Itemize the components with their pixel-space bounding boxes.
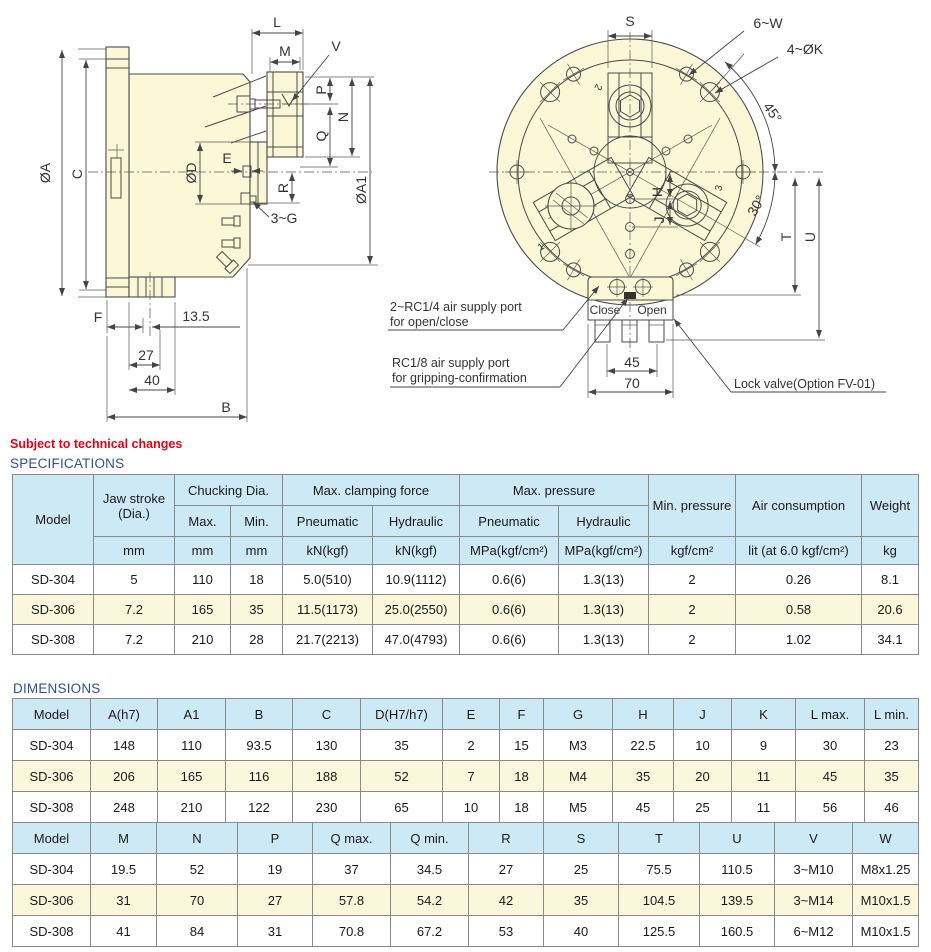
table-cell: 31 [238, 916, 313, 947]
dim-label-45: 45 [624, 354, 640, 370]
column-header: J [674, 699, 732, 730]
jaw-number-3: 3 [713, 184, 726, 193]
table-cell: 37 [313, 854, 391, 885]
table-cell: 1.3(13) [559, 565, 649, 595]
valve-block [588, 277, 673, 342]
table-cell: SD-306 [13, 761, 91, 792]
table-cell: 93.5 [226, 730, 293, 761]
dim-label-Q: Q [313, 130, 329, 142]
jaw-number-1: 1 [535, 241, 547, 254]
table-cell: 1.02 [736, 625, 862, 655]
unit-cell: mm [231, 537, 283, 565]
table-cell: 3~M14 [775, 885, 853, 916]
col-header-max: Max. [175, 506, 231, 537]
table-cell: 104.5 [619, 885, 700, 916]
table-cell: 206 [91, 761, 158, 792]
unit-cell: mm [94, 537, 175, 565]
table-cell: 22.5 [613, 730, 674, 761]
table-cell: 1.3(13) [559, 625, 649, 655]
dim-label-13-5: 13.5 [182, 308, 210, 324]
column-header: W [853, 823, 919, 854]
table-cell: 0.6(6) [460, 625, 559, 655]
table-cell: 19 [238, 854, 313, 885]
table-cell: 18 [231, 565, 283, 595]
table-cell: 20.6 [862, 595, 919, 625]
table-cell: 165 [158, 761, 226, 792]
column-header: C [293, 699, 361, 730]
dim-label-A1: ØA1 [353, 175, 369, 205]
column-header: D(H7/h7) [361, 699, 443, 730]
table-cell: 248 [91, 792, 158, 823]
table-cell: 0.6(6) [460, 565, 559, 595]
col-header-model: Model [13, 475, 94, 565]
table-cell: 2 [649, 565, 736, 595]
col-header-air-consumption: Air consumption [736, 475, 862, 537]
table-cell: 110 [158, 730, 226, 761]
table-cell: 52 [157, 854, 238, 885]
column-header: U [700, 823, 775, 854]
table-cell: 110.5 [700, 854, 775, 885]
column-header: N [157, 823, 238, 854]
table-cell: 0.26 [736, 565, 862, 595]
unit-cell: mm [175, 537, 231, 565]
column-header: H [613, 699, 674, 730]
table-cell: 52 [361, 761, 443, 792]
table-cell: M3 [544, 730, 613, 761]
table-cell: 165 [175, 595, 231, 625]
table-cell: 54.2 [391, 885, 469, 916]
table-cell: 8.1 [862, 565, 919, 595]
table-cell: 9 [732, 730, 796, 761]
table-row [13, 625, 919, 655]
dim-label-3G: 3~G [270, 210, 298, 226]
dim-label-A: ØA [37, 162, 53, 184]
dim2-header-row [13, 823, 919, 854]
dim-label-U: U [802, 231, 818, 243]
column-header: S [544, 823, 619, 854]
table-cell: 35 [544, 885, 619, 916]
column-header: F [500, 699, 544, 730]
dim-label-J: J [651, 216, 667, 224]
table-cell: SD-304 [13, 730, 91, 761]
dim-label-40: 40 [144, 372, 160, 388]
air-port-callout-1 [388, 286, 599, 330]
dimensions-table-2 [12, 822, 919, 947]
table-cell: 2 [443, 730, 500, 761]
table-row [13, 565, 919, 595]
dim-label-V: V [331, 38, 341, 54]
col-header-hydraulic: Hydraulic [559, 506, 649, 537]
table-row [13, 916, 919, 947]
table-cell: 40 [544, 916, 619, 947]
table-cell: 6~M12 [775, 916, 853, 947]
table-cell: 15 [500, 730, 544, 761]
side-view-drawing [37, 14, 378, 422]
table-cell: 188 [293, 761, 361, 792]
table-cell: 25.0(2550) [373, 595, 460, 625]
table-cell: 70.8 [313, 916, 391, 947]
table-cell: 25 [674, 792, 732, 823]
table-cell: 10 [674, 730, 732, 761]
table-cell: 148 [91, 730, 158, 761]
table-cell: SD-308 [13, 792, 91, 823]
table-cell: 27 [238, 885, 313, 916]
column-header: B [226, 699, 293, 730]
column-header: Q min. [391, 823, 469, 854]
dim1-header-row [13, 699, 919, 730]
dim-label-S: S [625, 13, 635, 29]
col-header-weight: Weight [862, 475, 919, 537]
svg-text:for open/close: for open/close [390, 315, 469, 329]
unit-cell: MPa(kgf/cm²) [460, 537, 559, 565]
col-header-pneumatic: Pneumatic [460, 506, 559, 537]
table-cell: 34.1 [862, 625, 919, 655]
unit-cell: kgf/cm² [649, 537, 736, 565]
unit-cell: MPa(kgf/cm²) [559, 537, 649, 565]
column-header: Model [13, 699, 91, 730]
table-cell: 70 [157, 885, 238, 916]
table-cell: 3~M10 [775, 854, 853, 885]
dim-label-P: P [313, 85, 329, 95]
table-cell: 35 [865, 761, 919, 792]
mounting-foot [129, 277, 175, 297]
table-cell: M4 [544, 761, 613, 792]
table-cell: 0.6(6) [460, 595, 559, 625]
table-cell: M5 [544, 792, 613, 823]
table-cell: 230 [293, 792, 361, 823]
unit-cell: kg [862, 537, 919, 565]
svg-text:RC1/8 air supply port: RC1/8 air supply port [392, 356, 510, 370]
table-cell: SD-304 [13, 565, 94, 595]
col-header-jaw-stroke: Jaw stroke (Dia.) [94, 475, 175, 537]
table-row [13, 595, 919, 625]
column-header: L min. [865, 699, 919, 730]
front-view-drawing [388, 13, 886, 398]
table-cell: 11.5(1173) [283, 595, 373, 625]
table-cell: 10.9(1112) [373, 565, 460, 595]
table-cell: 7 [443, 761, 500, 792]
table-cell: 160.5 [700, 916, 775, 947]
column-header: E [443, 699, 500, 730]
table-cell: 210 [158, 792, 226, 823]
table-cell: 56 [796, 792, 865, 823]
table-cell: SD-308 [13, 916, 91, 947]
table-cell: 18 [500, 761, 544, 792]
table-cell: 122 [226, 792, 293, 823]
dim-label-D: ØD [183, 162, 199, 184]
svg-text:for gripping-confirmation: for gripping-confirmation [392, 371, 527, 385]
technical-drawings [0, 0, 931, 434]
table-cell: 110 [175, 565, 231, 595]
svg-text:2~RC1/4 air supply port: 2~RC1/4 air supply port [390, 300, 522, 314]
table-cell: 47.0(4793) [373, 625, 460, 655]
table-cell: 2 [649, 625, 736, 655]
table-row [13, 792, 919, 823]
col-header-min: Min. [231, 506, 283, 537]
svg-text:Lock valve(Option FV-01): Lock valve(Option FV-01) [734, 377, 876, 391]
table-cell: M8x1.25 [853, 854, 919, 885]
column-header: A1 [158, 699, 226, 730]
dim-label-N: N [335, 111, 351, 123]
table-cell: M10x1.5 [853, 916, 919, 947]
table-cell: 25 [544, 854, 619, 885]
col-header-max-pressure: Max. pressure [460, 475, 649, 506]
table-cell: 42 [469, 885, 544, 916]
table-cell: 35 [361, 730, 443, 761]
unit-cell: lit (at 6.0 kgf/cm²) [736, 537, 862, 565]
table-cell: 139.5 [700, 885, 775, 916]
table-cell: 31 [91, 885, 157, 916]
dim-label-E: E [222, 150, 232, 166]
port-label-open: Open [637, 303, 667, 317]
jaw-block [267, 72, 303, 157]
table-cell: 130 [293, 730, 361, 761]
table-cell: SD-304 [13, 854, 91, 885]
table-cell: 7.2 [94, 595, 175, 625]
table-cell: 35 [231, 595, 283, 625]
table-cell: 11 [732, 792, 796, 823]
column-header: Model [13, 823, 91, 854]
table-cell: SD-308 [13, 625, 94, 655]
table-cell: 116 [226, 761, 293, 792]
table-cell: 1.3(13) [559, 595, 649, 625]
table-cell: 18 [500, 792, 544, 823]
table-cell: 23 [865, 730, 919, 761]
column-header: V [775, 823, 853, 854]
table-cell: 65 [361, 792, 443, 823]
table-cell: 34.5 [391, 854, 469, 885]
dim-label-70: 70 [624, 375, 640, 391]
port-label-close: Close [589, 303, 621, 317]
table-cell: 125.5 [619, 916, 700, 947]
dim-label-R: R [275, 182, 291, 194]
technical-changes-note: Subject to technical changes [10, 437, 183, 451]
col-header-min-pressure: Min. pressure [649, 475, 736, 537]
angle-label-45: 45° [760, 99, 786, 126]
table-cell: 57.8 [313, 885, 391, 916]
table-cell: 67.2 [391, 916, 469, 947]
table-cell: 21.7(2213) [283, 625, 373, 655]
table-cell: 11 [732, 761, 796, 792]
col-header-chucking-dia: Chucking Dia. [175, 475, 283, 506]
table-cell: 19.5 [91, 854, 157, 885]
table-cell: 210 [175, 625, 231, 655]
dim-label-T: T [778, 232, 794, 242]
table-cell: 53 [469, 916, 544, 947]
dim-label-H: H [649, 186, 665, 198]
table-cell: 84 [157, 916, 238, 947]
table-cell: 10 [443, 792, 500, 823]
table-cell: M10x1.5 [853, 885, 919, 916]
table-row [13, 885, 919, 916]
table-cell: 41 [91, 916, 157, 947]
table-row [13, 730, 919, 761]
table-cell: 0.58 [736, 595, 862, 625]
specifications-heading: SPECIFICATIONS [10, 456, 125, 471]
table-cell: 30 [796, 730, 865, 761]
dim-label-4K: 4~ØK [786, 41, 824, 57]
table-cell: 45 [796, 761, 865, 792]
column-header: K [732, 699, 796, 730]
dim-label-B: B [221, 399, 231, 415]
center-port [624, 292, 636, 299]
dim-label-27: 27 [138, 347, 154, 363]
table-cell: 20 [674, 761, 732, 792]
angle-label-30: 30° [743, 192, 769, 219]
dim-label-M: M [279, 43, 291, 59]
table-cell: 5 [94, 565, 175, 595]
dim-label-6W: 6~W [753, 15, 783, 31]
table-row [13, 761, 919, 792]
column-header: M [91, 823, 157, 854]
table-cell: 45 [613, 792, 674, 823]
column-header: G [544, 699, 613, 730]
dim-label-C: C [69, 168, 85, 180]
table-cell: SD-306 [13, 595, 94, 625]
jaw-number-2: 2 [591, 81, 604, 92]
column-header: A(h7) [91, 699, 158, 730]
dim-label-F: F [93, 309, 103, 325]
column-header: T [619, 823, 700, 854]
dimensions-heading: DIMENSIONS [13, 681, 101, 696]
unit-cell: kN(kgf) [283, 537, 373, 565]
table-cell: 7.2 [94, 625, 175, 655]
table-cell: 5.0(510) [283, 565, 373, 595]
lock-valve-callout [674, 319, 886, 392]
table-cell: 27 [469, 854, 544, 885]
dim-label-L: L [273, 14, 281, 30]
col-header-clamping-force: Max. clamping force [283, 475, 460, 506]
column-header: L max. [796, 699, 865, 730]
table-cell: 2 [649, 595, 736, 625]
dimensions-table-1 [12, 698, 919, 823]
column-header: P [238, 823, 313, 854]
column-header: R [469, 823, 544, 854]
table-row [13, 854, 919, 885]
col-header-hydraulic: Hydraulic [373, 506, 460, 537]
specifications-table [12, 474, 919, 655]
table-cell: 28 [231, 625, 283, 655]
table-cell: SD-306 [13, 885, 91, 916]
table-cell: 75.5 [619, 854, 700, 885]
unit-cell: kN(kgf) [373, 537, 460, 565]
col-header-pneumatic: Pneumatic [283, 506, 373, 537]
table-cell: 35 [613, 761, 674, 792]
column-header: Q max. [313, 823, 391, 854]
table-cell: 46 [865, 792, 919, 823]
